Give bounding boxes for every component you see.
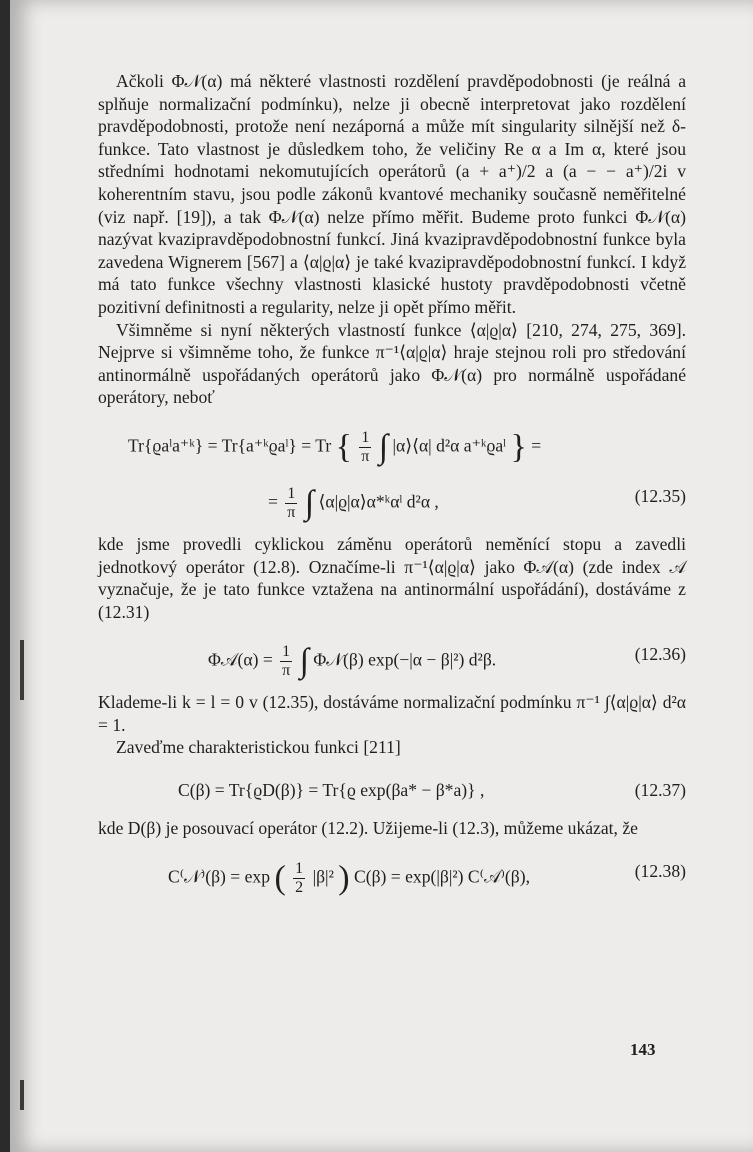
fraction: $\frac{1}{\pi}$ [282, 643, 291, 680]
book-page [10, 0, 753, 1152]
equation-text: = [268, 491, 278, 512]
integral-sign: ∫ [299, 642, 309, 680]
paragraph: Zaveďme charakteristickou funkci [211] [116, 737, 401, 758]
page-number: 143 [630, 1040, 656, 1059]
equation-text: |α⟩⟨α| d²α a⁺ᵏϱaˡ [392, 435, 507, 456]
equation-number: (12.35) [634, 485, 686, 506]
equation-number: (12.36) [634, 644, 686, 665]
brace: { [335, 428, 352, 466]
equation-text: ⟨α|ϱ|α⟩α*ᵏαˡ d²α , [318, 491, 439, 512]
paragraph: kde D(β) je posouvací operátor (12.2). Užijeme-li (12.3), můžeme ukázat, že [98, 818, 638, 839]
fraction: $\frac{1}{2}$ [295, 859, 304, 896]
equation-text: = [531, 435, 542, 456]
equation-text: C⁽𝒩⁾(β) = exp [168, 866, 271, 887]
equation-text: |β|² [312, 866, 334, 887]
integral-sign: ∫ [378, 428, 389, 466]
equation-number: (12.37) [634, 780, 686, 801]
equation-text: Tr{ϱaˡa⁺ᵏ} = Tr{a⁺ᵏϱaˡ} = Tr [128, 435, 332, 456]
equation [98, 771, 686, 805]
equation-text: Φ𝒜(α) = [208, 649, 273, 670]
paragraph: Ačkoli Φ𝒩(α) má některé vlastnosti rozdělení pravděpodobnosti (je reálná a splňuje normalizační podmínku), nelze ji obecně interpretovat jako rozdělení pravděpodobnosti, protože není nezáporná a může mít singularity silnější než δ-funkce. Tato vlastnost je důsledkem toho, že veličiny Re α a Im α, které jsou středními hodnotami nekomutujících operátorů (a + a⁺)/2 a (a − − a⁺)/2i v koherentním stavu, jsou podle zákonů kvantové mechaniky současně neměřitelné (viz např. [19]), a tak Φ𝒩(α) nelze přímo měřit. Budeme proto funkci Φ𝒩(α) nazývat kvazipravděpodobnostní funkcí. Jiná kvazipravděpodobnostní funkce byla zavedena Wignerem [567] a ⟨α|ϱ|α⟩ je také kvazipravděpodobnostní funkcí. I když má tato funkce všechny vlastnosti klasické hustoty pravděpodobnosti včetně pozitivní definitnosti a regularity, nelze ji opět přímo měřit. [98, 71, 686, 317]
equation [98, 852, 686, 896]
equation-text: C(β) = Tr{ϱD(β)} = Tr{ϱ exp(βa* − β*a)} , [178, 780, 485, 801]
page-edge-shadow [20, 1080, 24, 1110]
fraction: $\frac{1}{\pi}$ [361, 428, 370, 465]
brace: } [510, 428, 527, 466]
equation [98, 635, 686, 679]
equation-number: (12.38) [634, 860, 686, 881]
paragraph: Klademe-li k = l = 0 v (12.35), dostáváme normalizační podmínku π⁻¹ ∫⟨α|ϱ|α⟩ d²α = 1. [98, 692, 686, 735]
equation-text: C(β) = exp(|β|²) C⁽𝒜⁾(β), [354, 866, 531, 887]
equation [98, 477, 686, 521]
paragraph: Všimněme si nyní některých vlastností funkce ⟨α|ϱ|α⟩ [210, 274, 275, 369]. Nejprve si všimněme toho, že funkce π⁻¹⟨α|ϱ|α⟩ hraje stejnou roli pro středování antinormálně uspořádaných operátorů jako Φ𝒩(α) pro normálně uspořádané operátory, neboť [98, 319, 686, 408]
paragraph: kde jsme provedli cyklickou záměnu operátorů neměnící stopu a zavedli jednotkový operátor (12.8). Označíme-li π⁻¹⟨α|ϱ|α⟩ jako Φ𝒜(α) (zde index 𝒜 vyznačuje, že je tato funkce vztažena na antinormální uspořádání), dostáváme z (12.31) [98, 533, 686, 622]
fraction: $\frac{1}{\pi}$ [287, 484, 296, 521]
paren: ) [338, 859, 350, 897]
equation-text: Φ𝒩(β) exp(−|α − β|²) d²β. [313, 649, 497, 670]
equation [98, 421, 686, 465]
paren: ( [274, 859, 286, 897]
page-edge-shadow [20, 640, 24, 700]
integral-sign: ∫ [304, 484, 315, 522]
page-text [98, 70, 686, 908]
